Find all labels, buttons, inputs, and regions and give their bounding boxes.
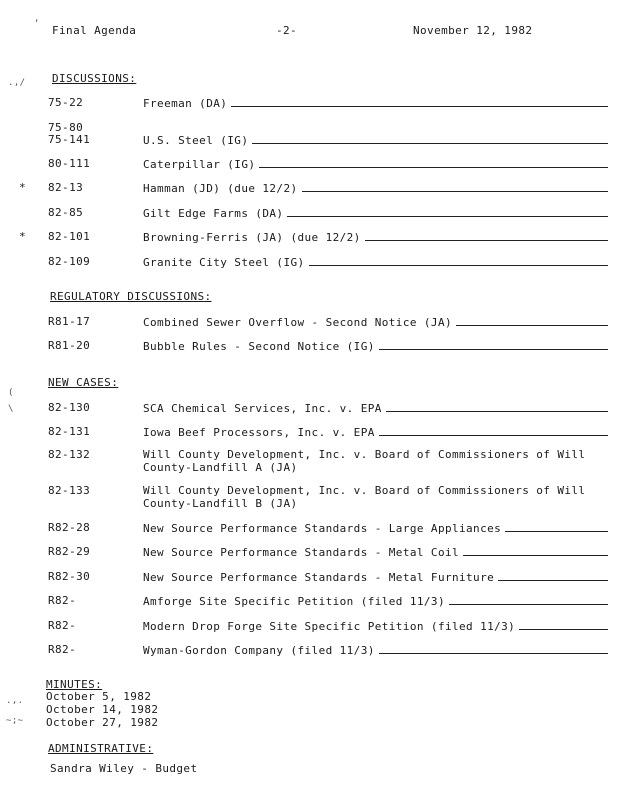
- item-description: Iowa Beef Processors, Inc. v. EPA: [143, 426, 375, 439]
- docket-number: R82-30: [48, 570, 91, 583]
- new-case-item: [48, 570, 608, 584]
- signature-line: [231, 96, 608, 107]
- header-title: Final Agenda: [52, 24, 137, 37]
- item-description: Will County Development, Inc. v. Board of Commissioners of Will County-Landfill A (JA): [143, 448, 586, 474]
- item-description: Amforge Site Specific Petition (filed 11/3): [143, 595, 445, 608]
- signature-line: [463, 545, 608, 556]
- docket-number: 82-85: [48, 206, 84, 219]
- docket-number: R82-29: [48, 545, 91, 558]
- docket-number: 82-131: [48, 425, 91, 438]
- signature-line: [287, 206, 608, 217]
- docket-number: 82-132: [48, 448, 91, 461]
- docket-number: 82-101: [48, 230, 91, 243]
- signature-line: [259, 157, 608, 168]
- docket-number: 75-141: [48, 133, 91, 146]
- scan-mark: ~;~: [6, 716, 24, 726]
- new-case-item: [48, 484, 608, 512]
- signature-line: [252, 133, 608, 144]
- item-description: Will County Development, Inc. v. Board of Commissioners of Will County-Landfill B (JA): [143, 484, 586, 510]
- discussions-heading: DISCUSSIONS:: [52, 72, 137, 85]
- minutes-date: October 27, 1982: [46, 716, 159, 729]
- item-description: Bubble Rules - Second Notice (IG): [143, 340, 375, 353]
- item-description: Modern Drop Forge Site Specific Petition (filed 11/3): [143, 620, 516, 633]
- new-case-item: [48, 425, 608, 439]
- signature-line: [365, 230, 608, 241]
- minutes-date: October 5, 1982: [46, 690, 152, 703]
- signature-line: [386, 401, 608, 412]
- administrative-item: Sandra Wiley - Budget: [50, 762, 198, 775]
- signature-line: [379, 339, 608, 350]
- regulatory-heading: REGULATORY DISCUSSIONS:: [50, 290, 212, 303]
- page-number: -2-: [276, 24, 298, 37]
- new-case-item: [48, 594, 608, 608]
- priority-marker: *: [19, 181, 27, 194]
- new-case-item: [48, 545, 608, 559]
- signature-line: [379, 425, 608, 436]
- header-date: November 12, 1982: [413, 24, 533, 37]
- item-description: Freeman (DA): [143, 97, 228, 110]
- docket-number: R81-17: [48, 315, 91, 328]
- item-description: Browning-Ferris (JA) (due 12/2): [143, 231, 361, 244]
- regulatory-item: [48, 339, 608, 353]
- priority-marker: *: [19, 230, 27, 243]
- new-case-item: [48, 643, 608, 657]
- discussion-item: [48, 157, 608, 171]
- docket-number: R82-: [48, 594, 77, 607]
- docket-number: R82-: [48, 643, 77, 656]
- minutes-date: October 14, 1982: [46, 703, 159, 716]
- scan-mark: .,/: [8, 78, 26, 88]
- signature-line: [519, 619, 608, 630]
- item-description: Gilt Edge Farms (DA): [143, 207, 284, 220]
- item-description: New Source Performance Standards - Metal Furniture: [143, 571, 495, 584]
- item-description: New Source Performance Standards - Metal Coil: [143, 546, 460, 559]
- signature-line: [449, 594, 608, 605]
- discussion-item: [48, 206, 608, 220]
- discussion-item: [19, 181, 608, 195]
- signature-line: [505, 521, 608, 532]
- item-description: Caterpillar (IG): [143, 158, 256, 171]
- docket-number: 82-130: [48, 401, 91, 414]
- docket-number: R82-28: [48, 521, 91, 534]
- scan-mark: (: [8, 388, 14, 398]
- administrative-heading: ADMINISTRATIVE:: [48, 742, 154, 755]
- item-description: Wyman-Gordon Company (filed 11/3): [143, 644, 375, 657]
- signature-line: [456, 315, 608, 326]
- item-description: Granite City Steel (IG): [143, 256, 305, 269]
- signature-line: [498, 570, 608, 581]
- discussion-item: [48, 96, 608, 110]
- new-case-item: [48, 448, 608, 476]
- new-case-item: [48, 619, 608, 633]
- item-description: U.S. Steel (IG): [143, 134, 249, 147]
- discussion-item: [48, 133, 608, 147]
- scan-mark: ,: [34, 14, 40, 24]
- docket-number: 82-133: [48, 484, 91, 497]
- item-description: SCA Chemical Services, Inc. v. EPA: [143, 402, 382, 415]
- discussion-item: [19, 230, 608, 244]
- discussion-item: [48, 255, 608, 269]
- scan-mark: .,.: [6, 696, 24, 706]
- docket-number: R81-20: [48, 339, 91, 352]
- new-case-item: [48, 521, 608, 535]
- docket-number: 80-111: [48, 157, 91, 170]
- signature-line: [302, 181, 609, 192]
- docket-number: R82-: [48, 619, 77, 632]
- item-description: Hamman (JD) (due 12/2): [143, 182, 298, 195]
- new-cases-heading: NEW CASES:: [48, 376, 119, 389]
- scan-mark: \: [8, 404, 14, 414]
- docket-number: 82-109: [48, 255, 91, 268]
- item-description: New Source Performance Standards - Large Appliances: [143, 522, 502, 535]
- signature-line: [309, 255, 608, 266]
- new-case-item: [48, 401, 608, 415]
- regulatory-item: [48, 315, 608, 329]
- minutes-heading: MINUTES:: [46, 678, 103, 691]
- item-description: Combined Sewer Overflow - Second Notice (JA): [143, 316, 452, 329]
- docket-number: 75-22: [48, 96, 84, 109]
- signature-line: [379, 643, 608, 654]
- docket-number: 75-80: [48, 121, 84, 134]
- docket-number: 82-13: [48, 181, 84, 194]
